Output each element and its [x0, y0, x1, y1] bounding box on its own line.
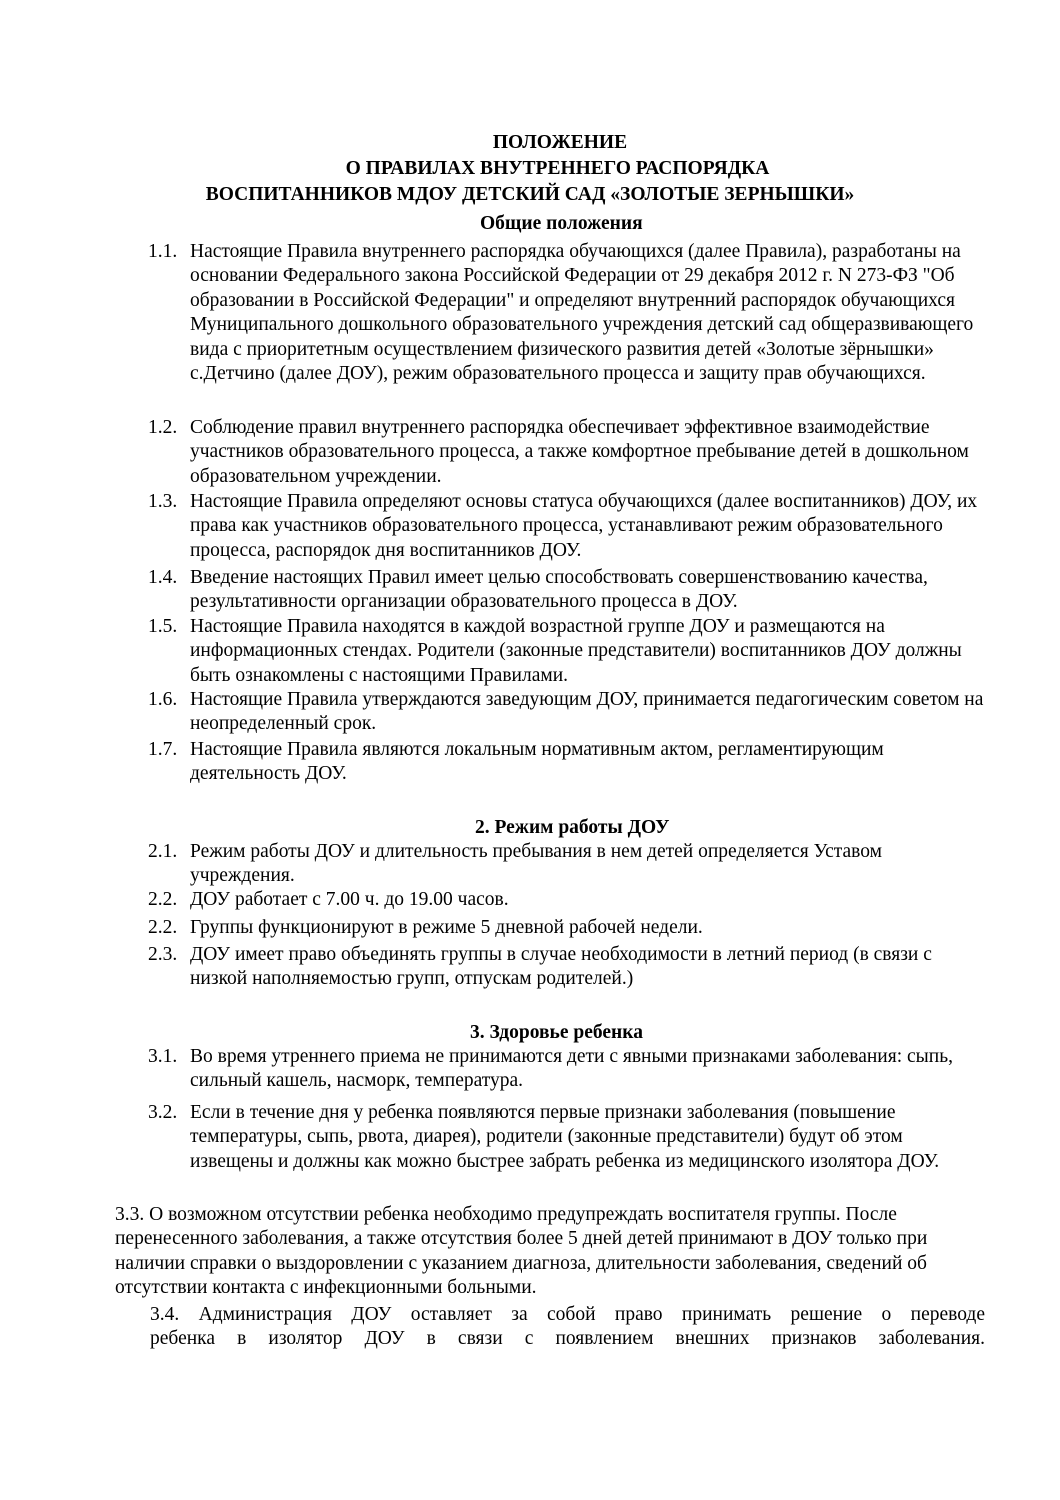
paragraph-3-4-line-2: ребенка в изолятор ДОУ в связи с появлением внешних признаков заболевания.	[150, 1328, 985, 1350]
item-text: Настоящие Правила находятся в каждой возрастной группе ДОУ и размещаются на информационных стендах. Родители (законные представители) воспитанников ДОУ должны быть ознакомлены с настоящими Правилами.	[190, 616, 962, 686]
item-text: Режим работы ДОУ и длительность пребывания в нем детей определяется Уставом учреждения.	[190, 841, 882, 887]
item-number: 3.2.	[148, 1102, 178, 1123]
list-item	[148, 943, 988, 992]
item-number: 1.6.	[148, 689, 178, 710]
list-item	[148, 1101, 988, 1174]
list-item	[148, 1045, 988, 1094]
list-item	[148, 490, 988, 563]
item-text: Настоящие Правила являются локальным нормативным актом, регламентирующим деятельность ДОУ.	[190, 739, 884, 785]
list-item	[148, 840, 988, 889]
item-number: 2.2.	[148, 917, 178, 938]
section-1-heading: Общие положения	[480, 213, 643, 234]
item-number: 2.1.	[148, 841, 178, 862]
item-text: Настоящие Правила внутреннего распорядка обучающихся (далее Правила), разработаны на основании Федерального закона Российской Федерации от 29 декабря 2012 г. N 273-ФЗ "Об образовании в Российской Федерации" и определяют внутренний распорядок обучающихся Муниципального дошкольного образовательного учреждения детский сад общеразвивающего вида с приоритетным осуществлением физического развития детей «Золотые зёрнышки» с.Детчино (далее ДОУ), режим образовательного процесса и защиту прав обучающихся.	[190, 241, 974, 385]
list-item	[148, 615, 988, 688]
item-number: 1.1.	[148, 241, 178, 262]
item-number: 2.3.	[148, 944, 178, 965]
list-item	[148, 566, 988, 615]
item-number: 1.5.	[148, 616, 178, 637]
item-number: 1.2.	[148, 417, 178, 438]
list-item	[148, 240, 988, 386]
item-text: Введение настоящих Правил имеет целью способствовать совершенствованию качества, результативности организации образовательного процесса в ДОУ.	[190, 567, 928, 613]
paragraph-3-4	[150, 1303, 985, 1352]
paragraph-3-4-line-1: 3.4. Администрация ДОУ оставляет за собой право принимать решение о переводе	[150, 1304, 985, 1325]
item-text: ДОУ имеет право объединять группы в случае необходимости в летний период (в связи с низкой наполняемостью групп, отпускам родителей.)	[190, 944, 932, 990]
item-text: Если в течение дня у ребенка появляются первые признаки заболевания (повышение температуры, сыпь, рвота, диарея), родители (законные представители) будут об этом извещены и должны как можно быстрее забрать ребенка из медицинского изолятора ДОУ.	[190, 1102, 940, 1172]
item-number: 1.4.	[148, 567, 178, 588]
item-text: ДОУ работает с 7.00 ч. до 19.00 часов.	[190, 889, 509, 910]
item-text: Настоящие Правила утверждаются заведующим ДОУ, принимается педагогическим советом на неопределенный срок.	[190, 689, 984, 735]
section-2-heading: 2. Режим работы ДОУ	[475, 817, 670, 838]
list-item	[148, 888, 988, 912]
list-item	[148, 916, 988, 940]
item-number: 1.7.	[148, 739, 178, 760]
list-item	[148, 738, 988, 787]
list-item	[148, 688, 988, 737]
title-line-1: ПОЛОЖЕНИЕ	[492, 132, 628, 153]
list-item	[148, 416, 988, 489]
item-number: 3.1.	[148, 1046, 178, 1067]
item-text: Соблюдение правил внутреннего распорядка обеспечивает эффективное взаимодействие участников образовательного процесса, а также комфортное пребывание детей в дошкольном образовательном учреждении.	[190, 417, 969, 487]
document-title	[0, 130, 1060, 208]
item-number: 2.2.	[148, 889, 178, 910]
title-line-2: О ПРАВИЛАХ ВНУТРЕННЕГО РАСПОРЯДКА	[345, 158, 770, 179]
item-text: Во время утреннего приема не принимаются дети с явными признаками заболевания: сыпь, сильный кашель, насморк, температура.	[190, 1046, 953, 1092]
title-line-3: ВОСПИТАННИКОВ МДОУ ДЕТСКИЙ САД «ЗОЛОТЫЕ ЗЕРНЫШКИ»	[205, 184, 855, 205]
item-text: Группы функционируют в режиме 5 дневной рабочей недели.	[190, 917, 703, 938]
item-text: Настоящие Правила определяют основы статуса обучающихся (далее воспитанников) ДОУ, их права как участников образовательного процесса, устанавливают режим образовательного процесса, распорядок дня воспитанников ДОУ.	[190, 491, 978, 561]
paragraph-3-3: 3.3. О возможном отсутствии ребенка необходимо предупреждать воспитателя группы. После перенесенного заболевания, а также отсутствия более 5 дней детей принимают в ДОУ только при наличии справки о выздоровлении с указанием диагноза, длительности заболевания, сведений об отсутствии контакта с инфекционными больными.	[115, 1204, 928, 1299]
item-number: 1.3.	[148, 491, 178, 512]
section-3-heading: 3. Здоровье ребенка	[470, 1022, 643, 1043]
